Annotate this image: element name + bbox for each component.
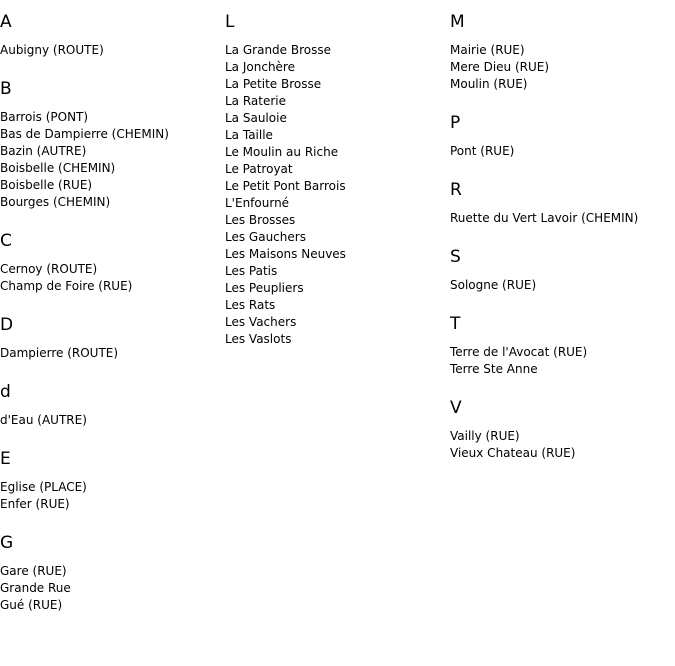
group-spacer	[450, 227, 675, 245]
street-link[interactable]: Bazin (AUTRE)	[0, 144, 87, 158]
street-list	[450, 143, 675, 160]
street-list	[450, 210, 675, 227]
street-link[interactable]: Les Rats	[225, 298, 276, 312]
letter-heading: S	[450, 247, 461, 267]
street-list	[450, 344, 675, 378]
street-list	[0, 109, 222, 211]
street-link[interactable]: Cernoy (ROUTE)	[0, 262, 98, 276]
letter-group	[450, 312, 675, 396]
letter-group	[450, 111, 675, 178]
street-link[interactable]: La Raterie	[225, 94, 287, 108]
street-link[interactable]: Les Vachers	[225, 315, 297, 329]
letter-heading: R	[450, 180, 462, 200]
group-spacer	[0, 211, 222, 229]
letter-heading: E	[0, 449, 11, 469]
street-list	[0, 563, 222, 614]
street-link[interactable]: Boisbelle (CHEMIN)	[0, 161, 116, 175]
letter-heading: A	[0, 12, 12, 32]
letter-heading: D	[0, 315, 14, 335]
letter-heading: L	[225, 12, 235, 32]
letter-group	[0, 313, 222, 380]
street-link[interactable]: L'Enfourné	[225, 196, 290, 210]
street-list	[0, 479, 222, 513]
street-link[interactable]: Les Gauchers	[225, 230, 306, 244]
street-link[interactable]: Gare (RUE)	[0, 564, 67, 578]
street-link[interactable]: Les Peupliers	[225, 281, 304, 295]
group-spacer	[450, 378, 675, 396]
street-link[interactable]: Mairie (RUE)	[450, 43, 525, 57]
group-spacer	[0, 614, 222, 632]
street-list	[450, 42, 675, 93]
street-link[interactable]: Champ de Foire (RUE)	[0, 279, 133, 293]
street-list	[225, 42, 447, 348]
street-link[interactable]: Bas de Dampierre (CHEMIN)	[0, 127, 169, 141]
street-link[interactable]: La Taille	[225, 128, 273, 142]
letter-heading: B	[0, 79, 12, 99]
street-link[interactable]: Bourges (CHEMIN)	[0, 195, 111, 209]
letter-group	[0, 531, 222, 632]
street-link[interactable]: Barrois (PONT)	[0, 110, 89, 124]
street-link[interactable]: Sologne (RUE)	[450, 278, 537, 292]
letter-group	[0, 447, 222, 531]
street-link[interactable]: Les Vaslots	[225, 332, 292, 346]
index-column-1	[0, 10, 222, 632]
letter-group	[0, 229, 222, 313]
street-link[interactable]: Le Petit Pont Barrois	[225, 179, 346, 193]
street-link[interactable]: Les Maisons Neuves	[225, 247, 346, 261]
street-link[interactable]: Terre Ste Anne	[450, 362, 538, 376]
index-column-2	[225, 10, 447, 366]
letter-heading: G	[0, 533, 14, 553]
street-link[interactable]: Mere Dieu (RUE)	[450, 60, 550, 74]
street-link[interactable]: Boisbelle (RUE)	[0, 178, 93, 192]
letter-group	[450, 10, 675, 111]
street-link[interactable]: Le Patroyat	[225, 162, 293, 176]
street-link[interactable]: Les Patis	[225, 264, 278, 278]
street-link[interactable]: Pont (RUE)	[450, 144, 515, 158]
street-link[interactable]: Dampierre (ROUTE)	[0, 346, 119, 360]
group-spacer	[0, 295, 222, 313]
street-link[interactable]: Les Brosses	[225, 213, 296, 227]
group-spacer	[0, 429, 222, 447]
street-link[interactable]: Grande Rue	[0, 581, 71, 595]
street-list	[0, 345, 222, 362]
group-spacer	[450, 93, 675, 111]
letter-group	[450, 245, 675, 312]
letter-group	[0, 77, 222, 229]
street-list	[450, 428, 675, 462]
group-spacer	[0, 59, 222, 77]
letter-heading: V	[450, 398, 462, 418]
letter-group	[450, 396, 675, 480]
letter-heading: M	[450, 12, 465, 32]
street-link[interactable]: Moulin (RUE)	[450, 77, 528, 91]
street-list	[0, 412, 222, 429]
street-link[interactable]: Terre de l'Avocat (RUE)	[450, 345, 588, 359]
street-link[interactable]: Enfer (RUE)	[0, 497, 70, 511]
street-list	[450, 277, 675, 294]
group-spacer	[225, 348, 447, 366]
street-link[interactable]: d'Eau (AUTRE)	[0, 413, 87, 427]
letter-heading: P	[450, 113, 461, 133]
street-link[interactable]: Gué (RUE)	[0, 598, 63, 612]
street-link[interactable]: Vieux Chateau (RUE)	[450, 446, 576, 460]
street-link[interactable]: La Jonchère	[225, 60, 295, 74]
street-link[interactable]: Eglise (PLACE)	[0, 480, 87, 494]
street-link[interactable]: La Grande Brosse	[225, 43, 331, 57]
group-spacer	[450, 294, 675, 312]
letter-heading: T	[450, 314, 461, 334]
street-list	[0, 42, 222, 59]
letter-heading: d	[0, 382, 11, 402]
street-link[interactable]: Ruette du Vert Lavoir (CHEMIN)	[450, 211, 639, 225]
street-link[interactable]: Aubigny (ROUTE)	[0, 43, 104, 57]
letter-group	[225, 10, 447, 366]
letter-heading: C	[0, 231, 12, 251]
street-link[interactable]: Vailly (RUE)	[450, 429, 520, 443]
group-spacer	[0, 513, 222, 531]
street-link[interactable]: La Sauloie	[225, 111, 287, 125]
street-list	[0, 261, 222, 295]
letter-group	[450, 178, 675, 245]
letter-group	[0, 10, 222, 77]
index-column-3	[450, 10, 675, 480]
street-link[interactable]: Le Moulin au Riche	[225, 145, 339, 159]
group-spacer	[450, 462, 675, 480]
group-spacer	[450, 160, 675, 178]
street-link[interactable]: La Petite Brosse	[225, 77, 322, 91]
group-spacer	[0, 362, 222, 380]
letter-group	[0, 380, 222, 447]
